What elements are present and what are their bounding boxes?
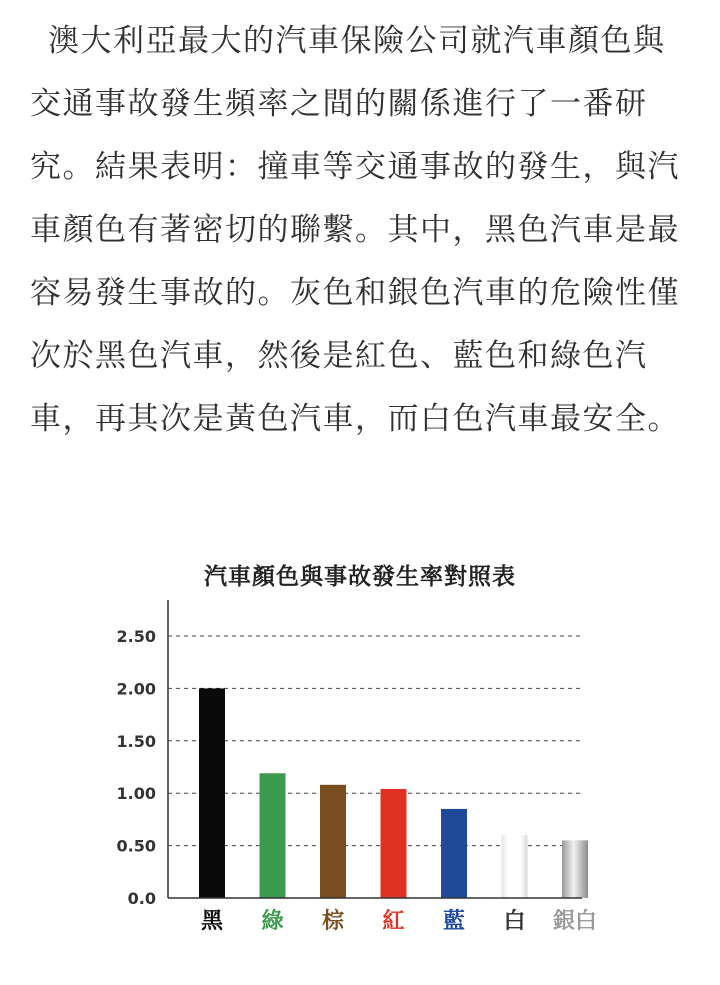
bar	[562, 840, 588, 898]
bar	[441, 809, 467, 898]
bar-chart	[0, 548, 720, 981]
y-tick-label: 2.00	[116, 679, 156, 699]
x-tick-label: 藍	[442, 909, 466, 934]
x-tick-label: 紅	[382, 909, 405, 934]
y-tick-label: 2.50	[116, 627, 156, 646]
y-tick-label: 1.50	[116, 731, 156, 751]
y-tick-label: 0.50	[116, 836, 156, 856]
article-paragraph: 澳大利亞最大的汽車保險公司就汽車顏色與交通事故發生頻率之間的關係進行了一番研究。結果表明：撞車等交通事故的發生，與汽車顏色有著密切的聯繫。其中，黑色汽車是最容易發生事故的。灰色和銀色汽車的危險性僅次於黑色汽車，然後是紅色、藍色和綠色汽車，再其次是黃色汽車，而白色汽車最安全。	[30, 23, 680, 437]
x-tick-label: 白	[503, 909, 526, 934]
x-tick-label: 銀白	[552, 909, 598, 934]
bar	[260, 773, 286, 898]
y-tick-label: 1.00	[116, 784, 156, 804]
chart	[0, 548, 720, 981]
chart-title: 汽車顏色與事故發生率對照表	[204, 564, 516, 590]
x-tick-label: 綠	[261, 909, 284, 934]
y-tick-label: 0.0	[127, 889, 156, 908]
bar	[199, 688, 225, 898]
bar	[320, 785, 346, 898]
bar	[502, 835, 528, 898]
x-tick-label: 棕	[321, 909, 345, 934]
x-tick-label: 黑	[200, 909, 224, 934]
bar	[381, 789, 407, 898]
